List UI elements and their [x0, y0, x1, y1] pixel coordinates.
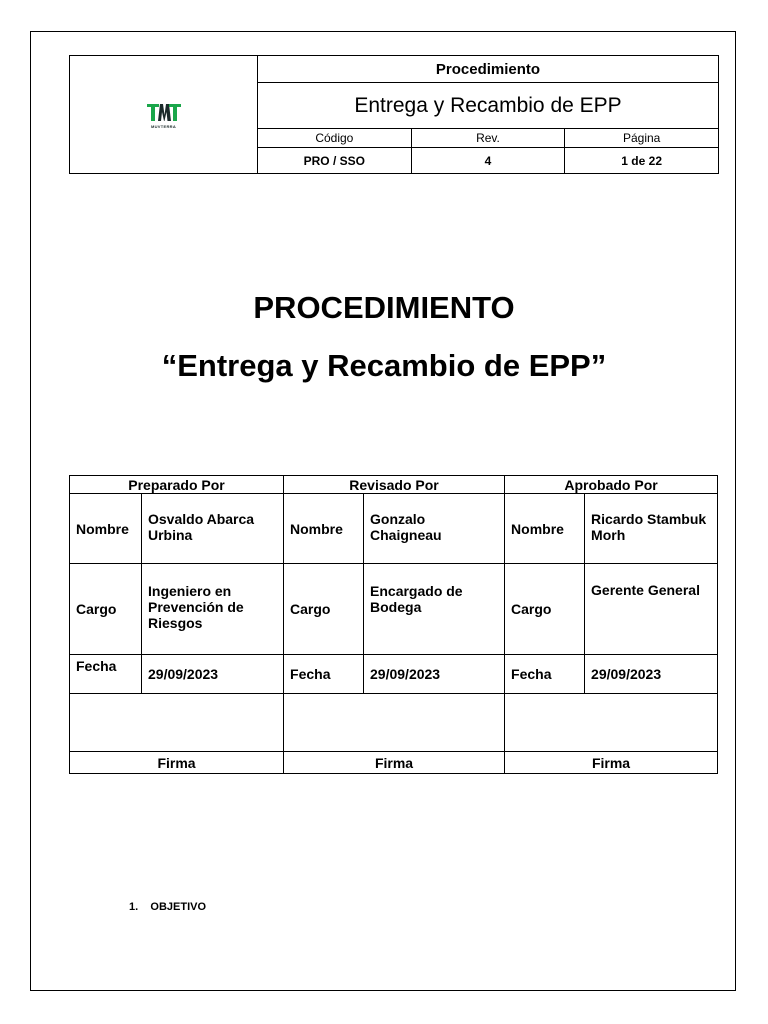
logo-cell	[70, 56, 258, 174]
section-title: OBJETIVO	[150, 901, 207, 913]
approved-by-heading: Aprobado Por	[505, 476, 718, 494]
reviewed-role-label: Cargo	[284, 564, 364, 655]
code-label: Código	[258, 129, 412, 148]
section-number: 1.	[129, 901, 139, 913]
code-value: PRO / SSO	[258, 148, 412, 174]
prepared-signature-area	[70, 694, 284, 752]
approved-date-value: 29/09/2023	[585, 655, 718, 694]
approved-date-label: Fecha	[505, 655, 585, 694]
prepared-name-label: Nombre	[70, 494, 142, 564]
prepared-role-label: Cargo	[70, 564, 142, 655]
prepared-name-value: Osvaldo Abarca Urbina	[142, 494, 284, 564]
approved-role-label: Cargo	[505, 564, 585, 655]
page-label: Página	[565, 129, 719, 148]
page-value: 1 de 22	[565, 148, 719, 174]
reviewed-name-value: Gonzalo Chaigneau	[364, 494, 505, 564]
reviewed-role-value: Encargado de Bodega	[364, 564, 505, 655]
reviewed-signature-label: Firma	[284, 752, 505, 774]
prepared-signature-label: Firma	[70, 752, 284, 774]
document-type: Procedimiento	[258, 56, 719, 83]
approved-role-value: Gerente General	[585, 564, 718, 655]
approval-table	[69, 475, 718, 774]
reviewed-signature-area	[284, 694, 505, 752]
main-title: PROCEDIMIENTO	[253, 290, 515, 325]
prepared-date-label: Fecha	[70, 655, 142, 694]
muvterra-logo-icon	[145, 101, 183, 123]
prepared-by-heading: Preparado Por	[70, 476, 284, 494]
document-title: Entrega y Recambio de EPP	[258, 83, 719, 129]
company-logo	[70, 101, 257, 129]
section-heading-objetivo	[129, 901, 206, 913]
main-subtitle: “Entrega y Recambio de EPP”	[161, 348, 607, 383]
approved-signature-label: Firma	[505, 752, 718, 774]
approved-name-value: Ricardo Stambuk Morh	[585, 494, 718, 564]
prepared-role-value: Ingeniero en Prevención de Riesgos	[142, 564, 284, 655]
reviewed-by-heading: Revisado Por	[284, 476, 505, 494]
reviewed-name-label: Nombre	[284, 494, 364, 564]
reviewed-date-value: 29/09/2023	[364, 655, 505, 694]
revision-label: Rev.	[411, 129, 565, 148]
reviewed-date-label: Fecha	[284, 655, 364, 694]
approved-signature-area	[505, 694, 718, 752]
prepared-date-value: 29/09/2023	[142, 655, 284, 694]
approved-name-label: Nombre	[505, 494, 585, 564]
document-header-table	[69, 55, 719, 174]
revision-value: 4	[411, 148, 565, 174]
logo-subtitle: MUVTERRA	[150, 123, 177, 129]
